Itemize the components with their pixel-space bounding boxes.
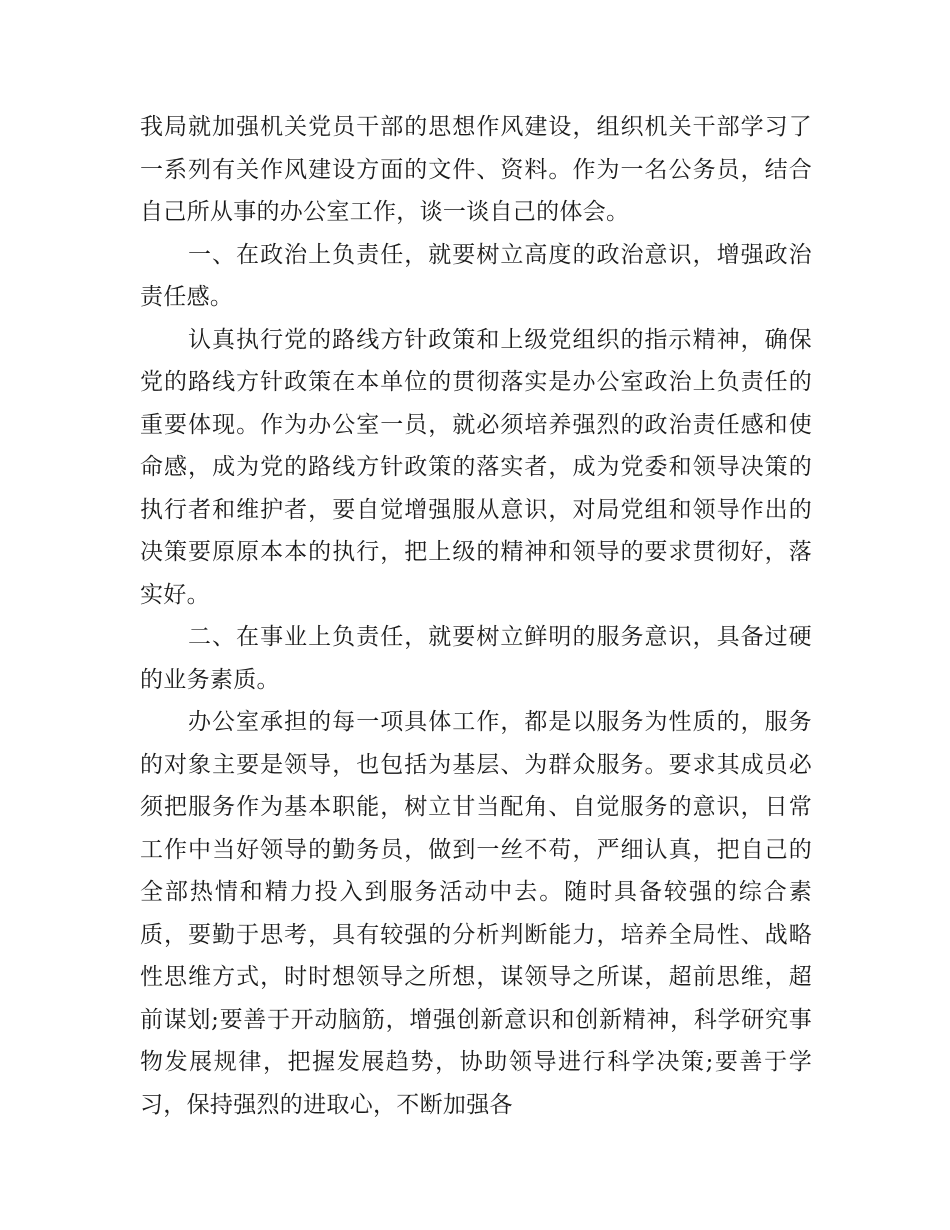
section-one-heading: 一、在政治上负责任，就要树立高度的政治意识，增强政治责任感。 — [140, 241, 812, 310]
section-one-body: 认真执行党的路线方针政策和上级党组织的指示精神，确保党的路线方针政策在本单位的贯彻落实是办公室政治上负责任的重要体现。作为办公室一员，就必须培养强烈的政治责任感和使命感，成为党的路线方针政策的落实者，成为党委和领导决策的执行者和维护者，要自觉增强服从意识，对局党组和领导作出的决策要原原本本的执行，把上级的精神和领导的要求贯彻好，落实好。 — [140, 326, 812, 608]
section-two-heading: 二、在事业上负责任，就要树立鲜明的服务意识，具备过硬的业务素质。 — [140, 624, 812, 693]
document-page — [140, 106, 812, 1126]
section-two-body: 办公室承担的每一项具体工作，都是以服务为性质的，服务的对象主要是领导，也包括为基层、为群众服务。要求其成员必须把服务作为基本职能，树立甘当配角、自觉服务的意识，日常工作中当好领导的勤务员，做到一丝不苟，严细认真，把自己的全部热情和精力投入到服务活动中去。随时具备较强的综合素质，要勤于思考，具有较强的分析判断能力，培养全局性、战略性思维方式，时时想领导之所想，谋领导之所谋，超前思维，超前谋划;要善于开动脑筋，增强创新意识和创新精神，科学研究事物发展规律，把握发展趋势，协助领导进行科学决策;要善于学习，保持强烈的进取心，不断加强各 — [140, 709, 812, 1118]
intro-paragraph: 我局就加强机关党员干部的思想作风建设，组织机关干部学习了一系列有关作风建设方面的文件、资料。作为一名公务员，结合自己所从事的办公室工作，谈一谈自己的体会。 — [140, 114, 812, 225]
